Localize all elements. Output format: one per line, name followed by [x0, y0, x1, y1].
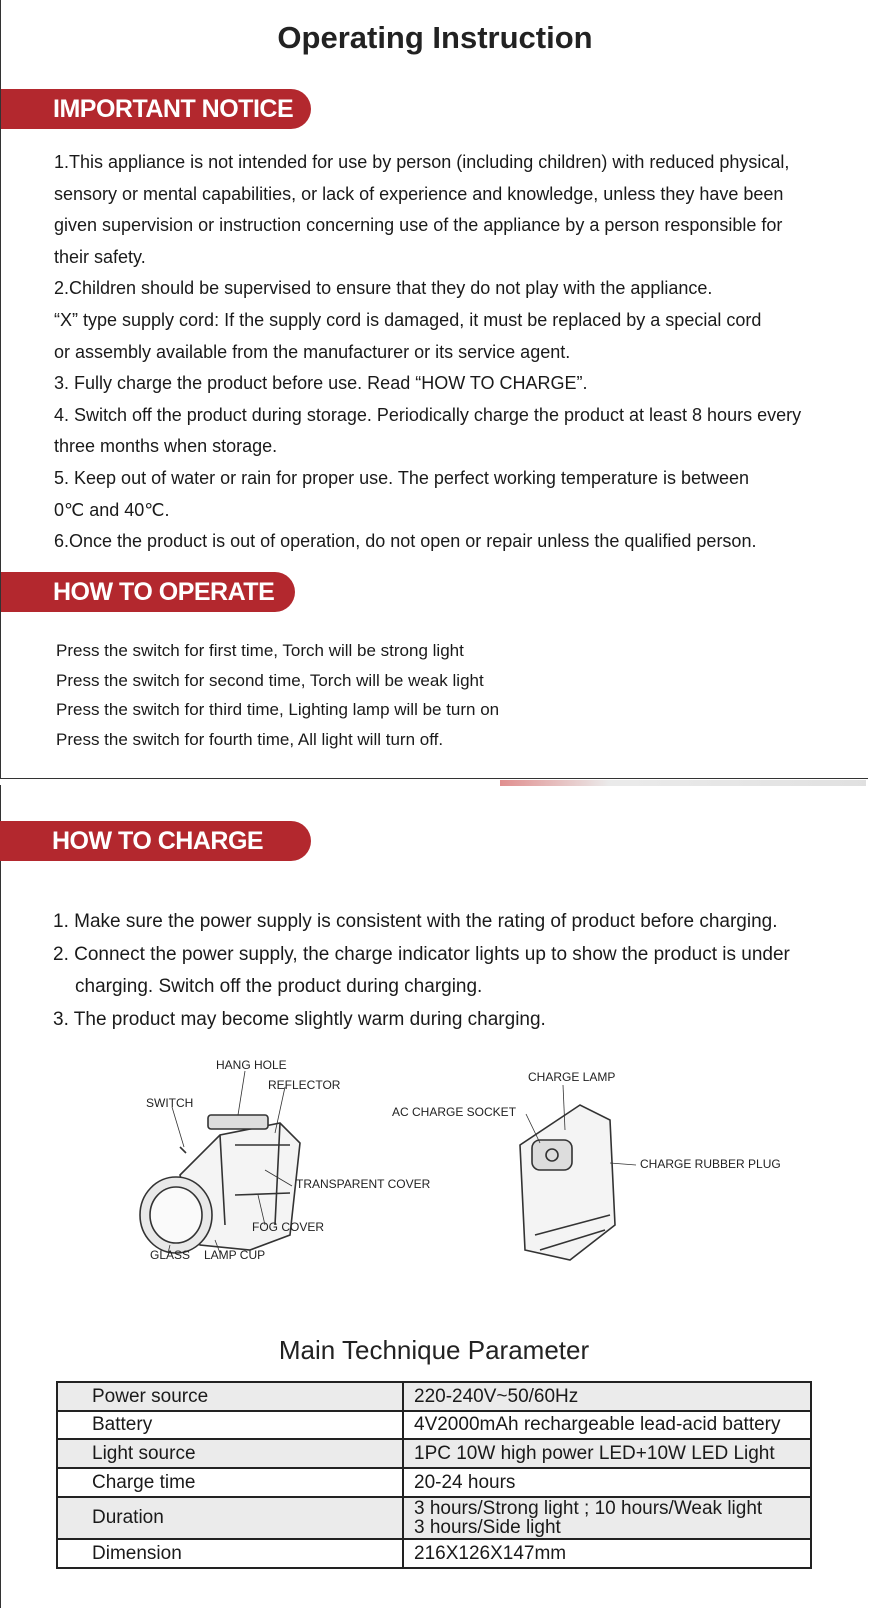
- table-row: [57, 1539, 811, 1568]
- notice-line: or assembly available from the manufacturer or its service agent.: [54, 341, 571, 362]
- label-glass: GLASS: [150, 1248, 191, 1262]
- notice-line: “X” type supply cord: If the supply cord is damaged, it must be replaced by a special cord: [54, 309, 762, 330]
- product-diagram: [140, 1058, 820, 1305]
- parameter-value: 216X126X147mm: [403, 1539, 811, 1568]
- notice-line: 2.Children should be supervised to ensure that they do not play with the appliance.: [54, 278, 713, 299]
- table-row: [57, 1382, 811, 1411]
- notice-line: 0℃ and 40℃.: [54, 499, 170, 520]
- parameter-key: Light source: [57, 1439, 403, 1468]
- parameter-value: 4V2000mAh rechargeable lead-acid battery: [403, 1411, 811, 1439]
- charge-line: 3. The product may become slightly warm during charging.: [53, 1008, 546, 1030]
- notice-line: 4. Switch off the product during storage. Periodically charge the product at least 8 hours every: [54, 404, 802, 425]
- parameter-value: 1PC 10W high power LED+10W LED Light: [403, 1439, 811, 1468]
- charge-line: 1. Make sure the power supply is consistent with the rating of product before charging.: [53, 911, 778, 932]
- label-fog-cover: FOG COVER: [252, 1220, 325, 1234]
- how-to-operate-list: [56, 636, 499, 754]
- lantern-rear-drawing: [520, 1105, 615, 1260]
- operate-line: Press the switch for first time, Torch will be strong light: [56, 641, 464, 660]
- label-switch: SWITCH: [146, 1096, 194, 1110]
- operate-line: Press the switch for second time, Torch will be weak light: [56, 670, 484, 690]
- parameter-value: [403, 1497, 811, 1539]
- how-to-charge-heading: HOW TO CHARGE: [0, 821, 311, 861]
- parameter-key: Charge time: [57, 1468, 403, 1497]
- label-hang-hole: HANG HOLE: [216, 1058, 287, 1072]
- document-title: Operating Instruction: [277, 20, 593, 55]
- parameter-table-title: Main Technique Parameter: [278, 1335, 590, 1365]
- parameter-value: 20-24 hours: [403, 1468, 811, 1497]
- table-row: [57, 1497, 811, 1539]
- how-to-operate-heading: HOW TO OPERATE: [1, 572, 295, 612]
- parameter-value-line: 3 hours/Strong light ; 10 hours/Weak light: [414, 1498, 763, 1519]
- notice-line: 6.Once the product is out of operation, do not open or repair unless the qualified person.: [54, 531, 757, 552]
- label-charge-rubber-plug: CHARGE RUBBER PLUG: [640, 1157, 781, 1171]
- charge-line: 2. Connect the power supply, the charge indicator lights up to show the product is under: [53, 943, 790, 965]
- label-ac-charge-socket: AC CHARGE SOCKET: [392, 1105, 517, 1119]
- parameter-key: Dimension: [57, 1539, 403, 1568]
- notice-line: 1.This appliance is not intended for use by person (including children) with reduced physical,: [54, 152, 790, 172]
- notice-line: sensory or mental capabilities, or lack of experience and knowledge, unless they have been: [54, 183, 784, 204]
- parameter-key: Power source: [57, 1382, 403, 1411]
- operate-line: Press the switch for fourth time, All light will turn off.: [56, 729, 444, 749]
- label-reflector: REFLECTOR: [268, 1078, 341, 1092]
- important-notice-list: [54, 147, 854, 558]
- label-charge-lamp: CHARGE LAMP: [528, 1070, 616, 1084]
- parameter-value: 220-240V~50/60Hz: [403, 1382, 811, 1411]
- parameter-key: Battery: [57, 1411, 403, 1439]
- table-row: [57, 1439, 811, 1468]
- label-lamp-cup: LAMP CUP: [204, 1248, 266, 1262]
- notice-line: their safety.: [54, 246, 146, 267]
- page-one: [0, 0, 868, 779]
- notice-line: three months when storage.: [54, 436, 278, 457]
- parameter-value-line: 3 hours/Side light: [414, 1517, 561, 1538]
- parameter-key: Duration: [57, 1497, 403, 1539]
- notice-line: 5. Keep out of water or rain for proper use. The perfect working temperature is between: [54, 467, 750, 488]
- important-notice-heading: IMPORTANT NOTICE: [1, 89, 311, 129]
- how-to-charge-list: [53, 906, 790, 1036]
- table-row: [57, 1411, 811, 1439]
- notice-line: given supervision or instruction concerning use of the appliance by a person responsible for: [54, 215, 783, 236]
- table-row: [57, 1468, 811, 1497]
- label-transparent-cover: TRANSPARENT COVER: [296, 1177, 431, 1191]
- operate-line: Press the switch for third time, Lighting lamp will be turn on: [56, 700, 500, 719]
- charge-line: charging. Switch off the product during charging.: [75, 976, 483, 997]
- parameter-table: [56, 1381, 812, 1569]
- notice-line: 3. Fully charge the product before use. Read “HOW TO CHARGE”.: [54, 373, 588, 394]
